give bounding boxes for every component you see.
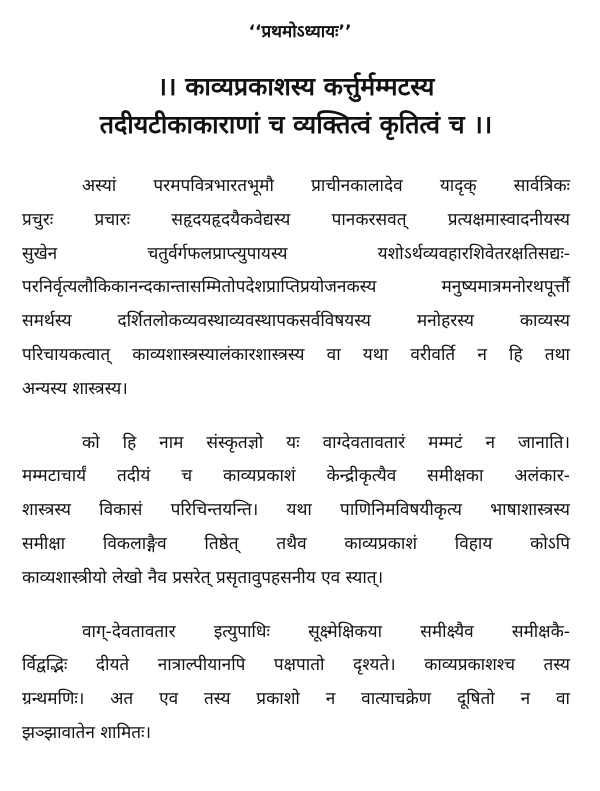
main-title xyxy=(22,68,570,144)
paragraph-line: झञ्झावातेन शामितः। xyxy=(22,722,152,743)
title-line: तदीयटीकाकाराणां च व्यक्तित्वं कृतित्वं च ।। xyxy=(99,110,493,139)
paragraph-line: अन्यस्य शास्त्रस्य। xyxy=(22,378,128,399)
paragraph-line: सुखेन चतुर्वर्गफलप्राप्त्युपायस्य यशोऽर्थव्यवहारशिवेतरक्षतिसद्यः- xyxy=(22,243,570,264)
paragraph-line: अस्यां परमपवित्रभारतभूमौ प्राचीनकालादेव यादृक् सार्वत्रिकः xyxy=(82,176,570,196)
paragraph-2 xyxy=(22,427,570,596)
paragraph-line: समीक्षा विकलाङ्गैव तिष्ठेत् तथैव काव्यप्रकाशं विहाय कोऽपि xyxy=(22,533,570,554)
paragraph-line: मम्मटाचार्यं तदीयं च काव्यप्रकाशं केन्द्रीकृत्यैव समीक्षका अलंकार- xyxy=(22,466,570,487)
paragraph-line: काव्यशास्त्रीयो लेखो नैव प्रसरेत् प्रसृतावुपहसनीय एव स्यात्। xyxy=(22,567,384,588)
paragraph-line: र्विद्वद्भिः दीयते नात्राल्पीयानपि पक्षपातो दृश्यते। काव्यप्रकाशश्च तस्य xyxy=(22,655,570,676)
paragraph-line: परनिर्वृत्यलौकिकानन्दकान्तासम्मितोपदेशप्राप्तिप्रयोजनकस्य मनुष्यमात्रमनोरथपूर्त्तौ xyxy=(22,277,570,298)
paragraph-line: समर्थस्य दर्शितलोकव्यवस्थाव्यवस्थापकसर्वविषयस्य मनोहरस्य काव्यस्य xyxy=(22,311,570,332)
paragraph-1 xyxy=(22,170,570,407)
paragraph-line: को हि नाम संस्कृतज्ञो यः वाग्देवतावतारं मम्मटं न जानाति। xyxy=(82,432,570,453)
title-line: ।। काव्यप्रकाशस्य कर्त्तुर्मम्मटस्य xyxy=(157,72,435,101)
paragraph-line: शास्त्रस्य विकासं परिचिन्तयन्ति। यथा पाणिनिमविषयीकृत्य भाषाशास्त्रस्य xyxy=(22,500,570,521)
paragraph-line: वाग्-देवतावतार इत्युपाधिः सूक्ष्मेक्षिकया समीक्ष्यैव समीक्षकै- xyxy=(82,621,570,642)
paragraph-line: प्रचुरः प्रचारः सहृदयहृदयैकवेद्यस्य पानकरसवत् प्रत्यक्षमास्वादनीयस्य xyxy=(22,209,570,230)
paragraph-3 xyxy=(22,616,570,751)
paragraph-line: परिचायकत्वात् काव्यशास्त्रस्यालंकारशास्त्रस्य वा यथा वरीवर्ति न हि तथा xyxy=(22,344,570,365)
paragraph-line: ग्रन्थमणिः। अत एव तस्य प्रकाशो न वात्याचक्रेण दूषितो न वा xyxy=(22,689,570,710)
chapter-label: ‘‘प्रथमोऽध्यायः’’ xyxy=(248,22,352,42)
